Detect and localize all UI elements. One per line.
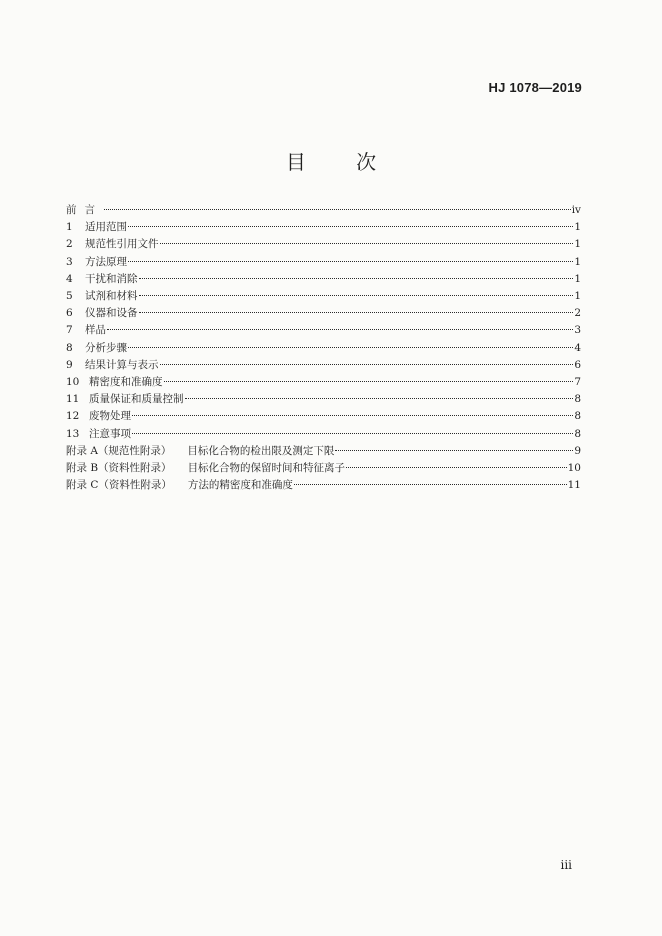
toc-entry-label: 废物处理	[89, 410, 131, 423]
toc-dot-leader	[294, 484, 567, 485]
toc-entry-11[interactable]	[66, 391, 581, 408]
toc-appendix-page: 9	[574, 444, 581, 457]
toc-entry-7[interactable]	[66, 322, 581, 339]
toc-entry-page: 8	[574, 393, 581, 406]
toc-entry-label: 适用范围	[85, 221, 127, 234]
toc-entry-page: 8	[574, 410, 581, 423]
toc-entry-page: 1	[574, 221, 581, 234]
toc-appendix-label: 附录 A（规范性附录）	[66, 444, 172, 457]
toc-entry-page: 7	[574, 376, 581, 389]
toc-appendix-page: 11	[567, 479, 581, 492]
standard-code: HJ 1078—2019	[488, 80, 582, 95]
toc-entry-number: 6	[66, 307, 73, 320]
toc-dot-leader	[128, 261, 573, 262]
toc-entry-label: 样品	[85, 324, 106, 337]
toc-appendix-c[interactable]	[66, 477, 581, 494]
toc-appendix-title: 目标化合物的检出限及测定下限	[187, 444, 335, 457]
toc-appendix-label: 附录 B（资料性附录）	[66, 462, 172, 475]
toc-entry-preface[interactable]	[66, 202, 581, 219]
toc-dot-leader	[160, 364, 574, 365]
toc-entry-label: 分析步骤	[85, 341, 127, 354]
toc-entry-label: 试剂和材料	[85, 290, 138, 303]
toc-entry-number: 7	[66, 324, 73, 337]
toc-entry-number: 2	[66, 238, 73, 251]
toc-entry-number: 1	[66, 221, 73, 234]
toc-entry-page: 1	[574, 238, 581, 251]
toc-entry-3[interactable]	[66, 254, 581, 271]
toc-dot-leader	[104, 209, 571, 210]
toc-entry-number: 12	[66, 410, 80, 423]
toc-appendix-a[interactable]	[66, 443, 581, 460]
toc-entry-label: 精密度和准确度	[89, 376, 163, 389]
toc-entry-4[interactable]	[66, 271, 581, 288]
toc-entry-label: 规范性引用文件	[85, 238, 159, 251]
toc-entry-13[interactable]	[66, 426, 581, 443]
toc-appendix-title: 方法的精密度和准确度	[187, 479, 293, 492]
toc-entry-page: 1	[574, 255, 581, 268]
toc-entry-8[interactable]	[66, 340, 581, 357]
table-of-contents	[66, 202, 581, 494]
toc-entry-label: 注意事项	[89, 427, 131, 440]
toc-dot-leader	[139, 278, 574, 279]
toc-entry-label: 方法原理	[85, 255, 127, 268]
toc-entry-5[interactable]	[66, 288, 581, 305]
toc-entry-label: 仪器和设备	[85, 307, 138, 320]
toc-entry-page: 1	[574, 272, 581, 285]
toc-title: 目 次	[285, 150, 399, 174]
toc-dot-leader	[335, 450, 573, 451]
toc-entry-number: 10	[66, 376, 80, 389]
toc-dot-leader	[139, 295, 574, 296]
toc-entry-page: iv	[571, 204, 581, 216]
toc-entry-page: 2	[574, 307, 581, 320]
toc-entry-9[interactable]	[66, 357, 581, 374]
toc-entry-page: 6	[574, 358, 581, 371]
page-number: iii	[560, 858, 572, 872]
toc-appendix-page: 10	[567, 462, 581, 475]
toc-entry-label: 干扰和消除	[85, 272, 138, 285]
toc-dot-leader	[128, 226, 573, 227]
toc-entry-label: 质量保证和质量控制	[89, 393, 184, 406]
toc-entry-number: 11	[66, 393, 80, 406]
toc-entry-2[interactable]	[66, 236, 581, 253]
toc-dot-leader	[346, 467, 567, 468]
toc-dot-leader	[128, 347, 573, 348]
toc-entry-number: 3	[66, 255, 73, 268]
toc-entry-12[interactable]	[66, 408, 581, 425]
toc-entry-number: 9	[66, 358, 73, 371]
toc-entry-page: 1	[574, 290, 581, 303]
toc-entry-6[interactable]	[66, 305, 581, 322]
toc-dot-leader	[132, 415, 573, 416]
toc-entry-page: 3	[574, 324, 581, 337]
toc-dot-leader	[164, 381, 574, 382]
toc-entry-number: 8	[66, 341, 73, 354]
toc-appendix-label: 附录 C（资料性附录）	[66, 479, 172, 492]
toc-entry-10[interactable]	[66, 374, 581, 391]
toc-entry-number: 13	[66, 427, 80, 440]
toc-dot-leader	[160, 243, 574, 244]
toc-entry-number: 5	[66, 290, 73, 303]
toc-dot-leader	[107, 329, 573, 330]
toc-dot-leader	[139, 312, 574, 313]
toc-dot-leader	[185, 398, 574, 399]
toc-appendix-title: 目标化合物的保留时间和特征离子	[187, 462, 346, 475]
toc-dot-leader	[132, 433, 573, 434]
toc-entry-label: 结果计算与表示	[85, 358, 159, 371]
toc-entry-page: 8	[574, 427, 581, 440]
toc-entry-label: 前言	[66, 204, 103, 216]
toc-entry-number: 4	[66, 272, 73, 285]
toc-appendix-b[interactable]	[66, 460, 581, 477]
toc-entry-1[interactable]	[66, 219, 581, 236]
toc-entry-page: 4	[574, 341, 581, 354]
